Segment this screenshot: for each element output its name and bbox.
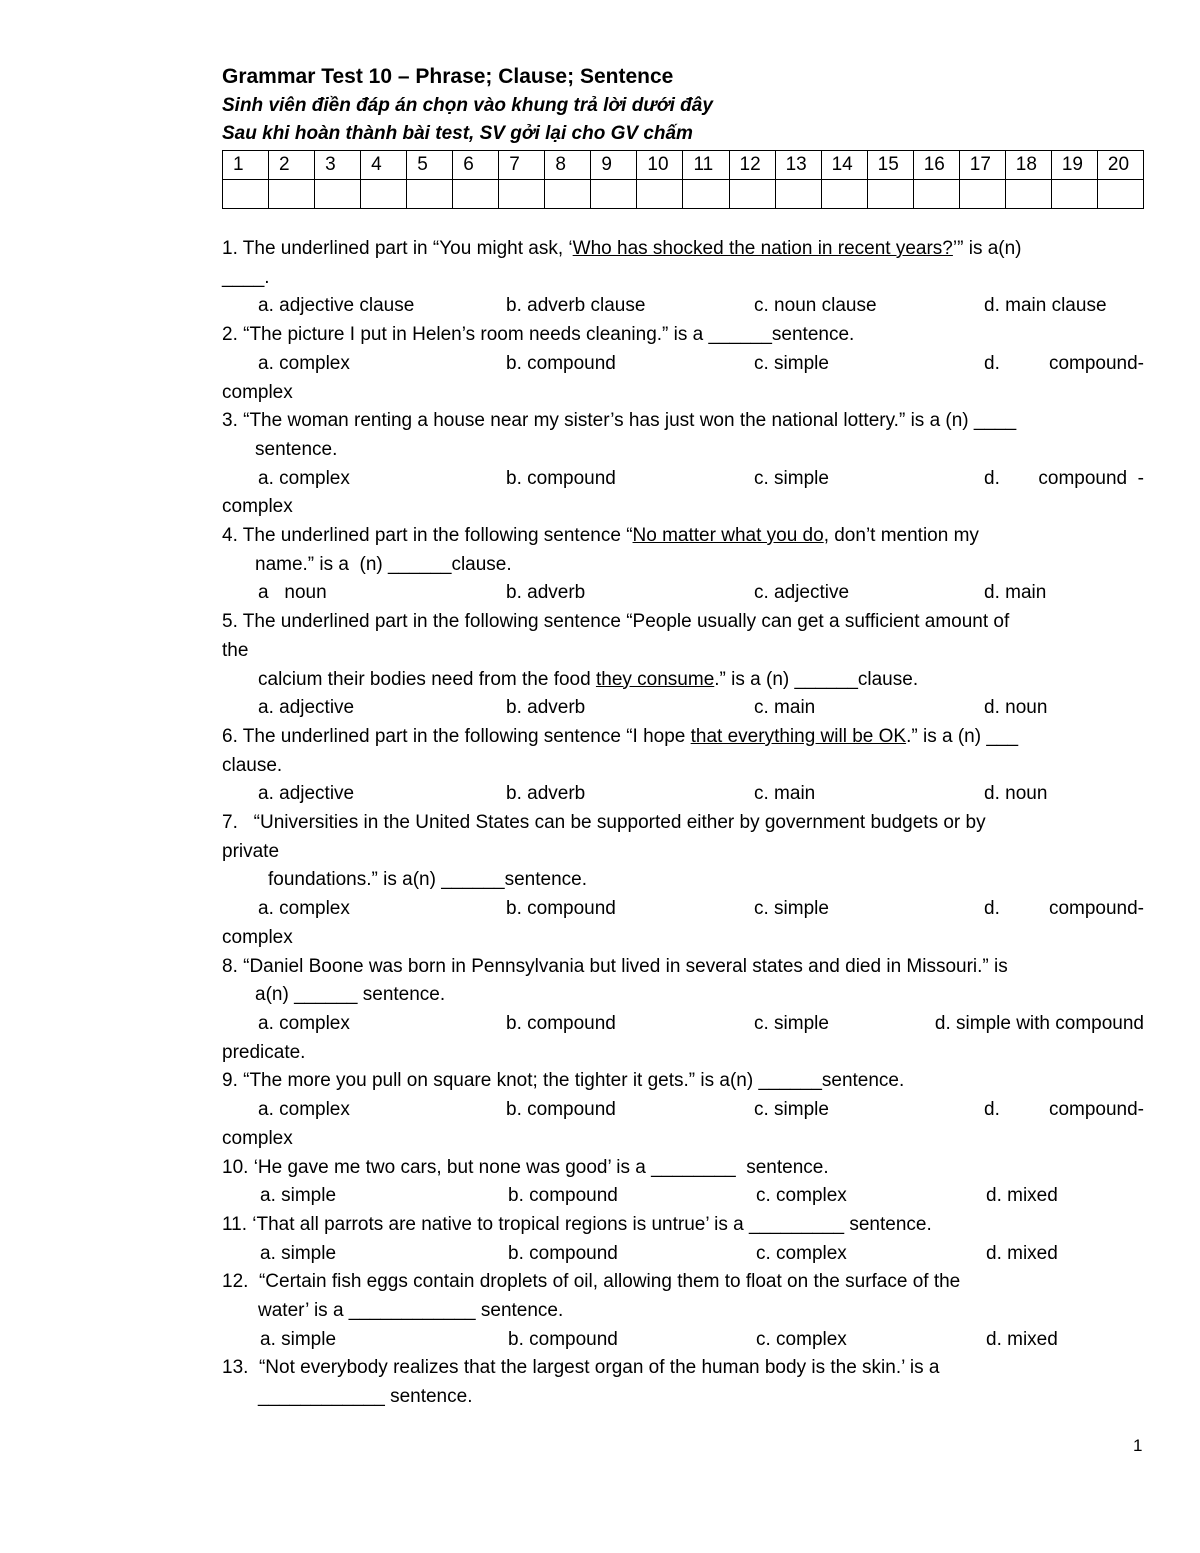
question-12-cont: water’ is a ____________ sentence.	[258, 1300, 564, 1322]
answer-header-cell: 17	[959, 151, 1005, 180]
option-d[interactable]: d. compound-	[984, 1099, 1144, 1121]
answer-cell[interactable]	[913, 180, 959, 209]
question-3-options	[222, 465, 1144, 494]
option-d[interactable]: d. main	[984, 582, 1047, 604]
question-6-cont: clause.	[222, 754, 283, 776]
option-a[interactable]: a. complex	[258, 1012, 350, 1034]
underlined-part: Who has shocked the nation in recent years?	[572, 238, 953, 259]
option-c[interactable]: c. simple	[754, 1099, 829, 1121]
question-5-cont: the	[222, 639, 249, 661]
question-9: 9. “The more you pull on square knot; the tighter it gets.” is a(n) ______sentence.	[222, 1070, 905, 1092]
option-a[interactable]: a. complex	[258, 898, 350, 920]
option-d[interactable]: d. main clause	[984, 295, 1107, 317]
answer-cell[interactable]	[545, 180, 591, 209]
option-c[interactable]: c. complex	[756, 1328, 847, 1350]
answer-cell[interactable]	[223, 180, 269, 209]
answer-cell[interactable]	[637, 180, 683, 209]
question-4: 4. The underlined part in the following sentence “No matter what you do, don’t mention my	[222, 525, 979, 547]
option-c[interactable]: c. complex	[756, 1242, 847, 1264]
question-7-cont3: complex	[222, 926, 293, 948]
option-c[interactable]: c. simple	[754, 352, 829, 374]
answer-header-cell: 14	[821, 151, 867, 180]
answer-cell[interactable]	[361, 180, 407, 209]
answer-header-cell: 6	[453, 151, 499, 180]
question-7-cont: private	[222, 840, 280, 862]
option-d[interactable]: d. mixed	[986, 1328, 1058, 1350]
question-1-cont: ____.	[222, 266, 270, 288]
option-d[interactable]: d. compound-	[984, 352, 1144, 374]
question-8: 8. “Daniel Boone was born in Pennsylvania but lived in several states and died in Missouri.” is	[222, 955, 1008, 977]
answer-cell[interactable]	[1005, 180, 1051, 209]
option-a[interactable]: a noun	[258, 582, 327, 604]
question-11-options	[222, 1240, 1144, 1269]
answer-header-cell: 4	[361, 151, 407, 180]
answer-table	[222, 150, 1144, 209]
answer-input-row[interactable]	[223, 180, 1144, 209]
option-a[interactable]: a. complex	[258, 467, 350, 489]
question-10: 10. ‘He gave me two cars, but none was good’ is a ________ sentence.	[222, 1156, 829, 1178]
option-a[interactable]: a. simple	[260, 1185, 337, 1207]
document-page	[222, 62, 1144, 1412]
option-a[interactable]: a. adjective	[258, 697, 355, 719]
question-4-options	[222, 579, 1144, 608]
answer-header-cell: 5	[407, 151, 453, 180]
option-a[interactable]: a. simple	[260, 1328, 337, 1350]
answer-cell[interactable]	[867, 180, 913, 209]
answer-header-cell: 9	[591, 151, 637, 180]
underlined-part: that everything will be OK	[690, 725, 907, 747]
option-b[interactable]: b. compound	[506, 1099, 616, 1121]
answer-cell[interactable]	[1051, 180, 1097, 209]
option-c[interactable]: c. main	[754, 783, 816, 805]
option-c[interactable]: c. complex	[756, 1185, 847, 1207]
question-11: 11. ‘That all parrots are native to tropical regions is untrue’ is a _________ sentence.	[222, 1213, 932, 1235]
option-a[interactable]: a. complex	[258, 352, 350, 374]
option-d[interactable]: d. noun	[984, 783, 1048, 805]
question-8-cont: a(n) ______ sentence.	[255, 984, 446, 1006]
option-b[interactable]: b. compound	[506, 352, 616, 374]
answer-cell[interactable]	[499, 180, 545, 209]
question-2-cont: complex	[222, 381, 293, 403]
question-3-cont2: complex	[222, 496, 293, 518]
test-title: Grammar Test 10 – Phrase; Clause; Sentence	[222, 65, 674, 88]
answer-cell[interactable]	[1097, 180, 1143, 209]
option-c[interactable]: c. simple	[754, 1012, 829, 1034]
option-b[interactable]: b. compound	[506, 1012, 616, 1034]
answer-header-cell: 2	[269, 151, 315, 180]
question-4-cont: name.” is a (n) ______clause.	[255, 553, 512, 575]
page-number: 1	[1133, 1436, 1143, 1455]
answer-cell[interactable]	[821, 180, 867, 209]
answer-header-cell: 15	[867, 151, 913, 180]
answer-header-cell: 1	[223, 151, 269, 180]
option-b[interactable]: b. compound	[506, 898, 616, 920]
option-c[interactable]: c. simple	[754, 467, 829, 489]
option-d[interactable]: d. noun	[984, 697, 1048, 719]
option-d[interactable]: d. mixed	[986, 1242, 1058, 1264]
answer-header-cell: 12	[729, 151, 775, 180]
underlined-part: No matter what you do	[632, 525, 824, 547]
answer-cell[interactable]	[775, 180, 821, 209]
answer-header-cell: 11	[683, 151, 729, 180]
option-b[interactable]: b. adverb clause	[506, 295, 646, 317]
option-a[interactable]: a. adjective	[258, 783, 355, 805]
option-a[interactable]: a. simple	[260, 1242, 337, 1264]
answer-header-cell: 13	[775, 151, 821, 180]
answer-cell[interactable]	[269, 180, 315, 209]
question-7-cont2: foundations.” is a(n) ______sentence.	[268, 869, 587, 891]
answer-cell[interactable]	[453, 180, 499, 209]
question-7-options	[222, 895, 1144, 924]
option-b[interactable]: b. adverb	[506, 697, 586, 719]
option-c[interactable]: c. main	[754, 697, 816, 719]
option-c[interactable]: c. noun clause	[754, 295, 877, 317]
question-12: 12. “Certain fish eggs contain droplets of oil, allowing them to float on the surface of the	[222, 1271, 961, 1293]
question-5-options	[222, 694, 1144, 723]
question-2: 2. “The picture I put in Helen’s room needs cleaning.” is a ______sentence.	[222, 324, 855, 346]
answer-header-row	[223, 151, 1144, 180]
option-b[interactable]: b. compound	[508, 1242, 618, 1264]
answer-cell[interactable]	[591, 180, 637, 209]
answer-header-cell: 8	[545, 151, 591, 180]
answer-header-cell: 19	[1051, 151, 1097, 180]
question-6: 6. The underlined part in the following sentence “I hope that everything will be OK.” is a (n) ___	[222, 725, 1019, 747]
answer-header-cell: 18	[1005, 151, 1051, 180]
answer-header-cell: 20	[1097, 151, 1143, 180]
question-13-cont: ____________ sentence.	[258, 1386, 473, 1408]
question-3: 3. “The woman renting a house near my sister’s has just won the national lottery.” is a (n) ____	[222, 410, 1017, 432]
option-c[interactable]: c. simple	[754, 898, 829, 920]
question-7: 7. “Universities in the United States can be supported either by government budgets or by	[222, 812, 986, 834]
question-6-options	[222, 780, 1144, 809]
answer-header-cell: 7	[499, 151, 545, 180]
option-d[interactable]: d. compound -	[984, 467, 1144, 489]
question-9-cont: complex	[222, 1127, 293, 1149]
question-list	[222, 235, 1144, 1412]
option-b[interactable]: b. adverb	[506, 783, 586, 805]
answer-cell[interactable]	[729, 180, 775, 209]
question-1-options	[222, 292, 1144, 321]
option-d[interactable]: d. mixed	[986, 1185, 1058, 1207]
question-12-options	[222, 1326, 1144, 1355]
answer-cell[interactable]	[407, 180, 453, 209]
question-13: 13. “Not everybody realizes that the largest organ of the human body is the skin.’ is a	[222, 1357, 940, 1379]
instruction-1: Sinh viên điền đáp án chọn vào khung trả lời dưới đây	[222, 95, 713, 116]
question-2-options	[222, 350, 1144, 379]
question-9-options	[222, 1096, 1144, 1125]
option-b[interactable]: b. adverb	[506, 582, 586, 604]
answer-cell[interactable]	[683, 180, 729, 209]
answer-header-cell: 3	[315, 151, 361, 180]
instruction-2: Sau khi hoàn thành bài test, SV gởi lại cho GV chấm	[222, 123, 693, 144]
option-b[interactable]: b. compound	[508, 1185, 618, 1207]
option-b[interactable]: b. compound	[506, 467, 616, 489]
question-3-cont: sentence.	[255, 438, 338, 460]
answer-header-cell: 16	[913, 151, 959, 180]
option-b[interactable]: b. compound	[508, 1328, 618, 1350]
underlined-part: they consume	[595, 668, 715, 690]
option-d[interactable]: d. simple with compound	[934, 1012, 1144, 1034]
question-10-options	[222, 1182, 1144, 1211]
option-a[interactable]: a. complex	[258, 1099, 350, 1121]
option-d[interactable]: d. compound-	[984, 898, 1144, 920]
question-8-options	[222, 1010, 1144, 1039]
answer-cell[interactable]	[315, 180, 361, 209]
answer-header-cell: 10	[637, 151, 683, 180]
question-8-cont2: predicate.	[222, 1041, 306, 1063]
answer-cell[interactable]	[959, 180, 1005, 209]
question-1: 1. The underlined part in “You might ask, ‘Who has shocked the nation in recent years?’” is a(n)	[222, 238, 1022, 259]
question-5-cont2: calcium their bodies need from the food they consume.” is a (n) ______clause.	[258, 668, 919, 690]
option-a[interactable]: a. adjective clause	[258, 295, 415, 317]
question-5: 5. The underlined part in the following sentence “People usually can get a sufficient amount of	[222, 611, 1010, 633]
option-c[interactable]: c. adjective	[754, 582, 850, 604]
